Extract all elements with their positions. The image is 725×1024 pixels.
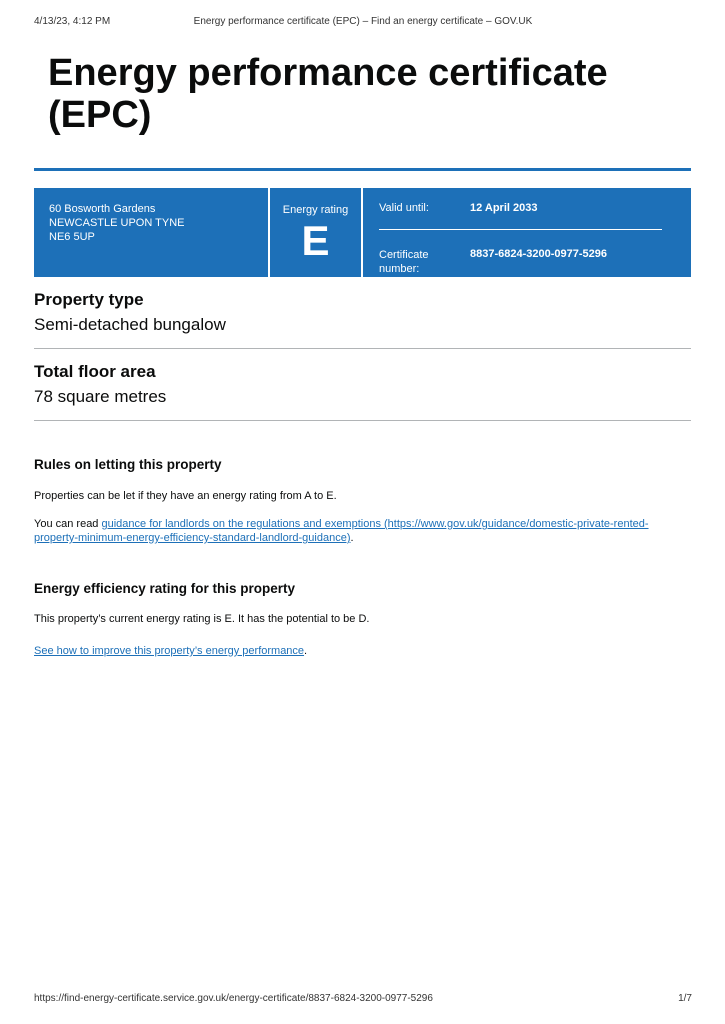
print-url: https://find-energy-certificate.service.gov.uk/energy-certificate/8837-6824-3200-0977-5296 [34, 993, 433, 1004]
property-type-value: Semi-detached bungalow [34, 315, 226, 334]
epc-summary-panel [34, 188, 691, 277]
guidance-prefix: You can read [34, 518, 102, 530]
address-line1: 60 Bosworth Gardens [49, 203, 156, 215]
print-document-title: Energy performance certificate (EPC) – Find an energy certificate – GOV.UK [193, 16, 533, 27]
section-divider [34, 420, 691, 421]
page-title-line1: Energy performance certificate [48, 52, 608, 94]
letting-rules-heading: Rules on letting this property [34, 457, 222, 472]
energy-rating-label: Energy rating [282, 204, 349, 216]
address-line3: NE6 5UP [49, 231, 95, 243]
page-title-line2: (EPC) [48, 94, 152, 136]
certificate-number-value: 8837-6824-3200-0977-5296 [470, 248, 608, 260]
address-line2: NEWCASTLE UPON TYNE [49, 217, 185, 229]
summary-divider [361, 188, 363, 277]
section-divider [34, 348, 691, 349]
letting-guidance-paragraph [34, 517, 674, 545]
page-title [48, 52, 668, 136]
floor-area-value: 78 square metres [34, 387, 167, 406]
page-number: 1/7 [678, 993, 692, 1004]
energy-rating-letter: E [301, 217, 330, 264]
print-footer [34, 993, 692, 1004]
print-header [34, 16, 692, 30]
landlord-guidance-link[interactable]: guidance for landlords on the regulations and exemptions (https://www.gov.uk/guidance/domestic-private-rented-property-minimum-energy-efficiency-standard-landlord-guidance) [34, 518, 649, 544]
floor-area-heading: Total floor area [34, 362, 156, 381]
property-type-heading: Property type [34, 290, 144, 309]
efficiency-rating-paragraph: This property’s current energy rating is E. It has the potential to be D. [34, 613, 370, 625]
property-address [49, 202, 185, 244]
valid-until-value: 12 April 2033 [470, 202, 538, 214]
improve-suffix: . [304, 645, 308, 657]
improve-performance-link[interactable]: See how to improve this property’s energy performance [34, 645, 305, 657]
title-rule [34, 168, 691, 171]
improve-performance-paragraph [34, 644, 674, 658]
print-datetime: 4/13/23, 4:12 PM [34, 16, 111, 27]
certificate-number-label: Certificate number: [379, 249, 429, 275]
valid-until-label: Valid until: [379, 202, 429, 214]
summary-inner-rule [379, 229, 662, 230]
guidance-suffix: . [350, 532, 354, 544]
efficiency-rating-heading: Energy efficiency rating for this property [34, 581, 296, 596]
letting-rules-paragraph: Properties can be let if they have an energy rating from A to E. [34, 490, 337, 502]
